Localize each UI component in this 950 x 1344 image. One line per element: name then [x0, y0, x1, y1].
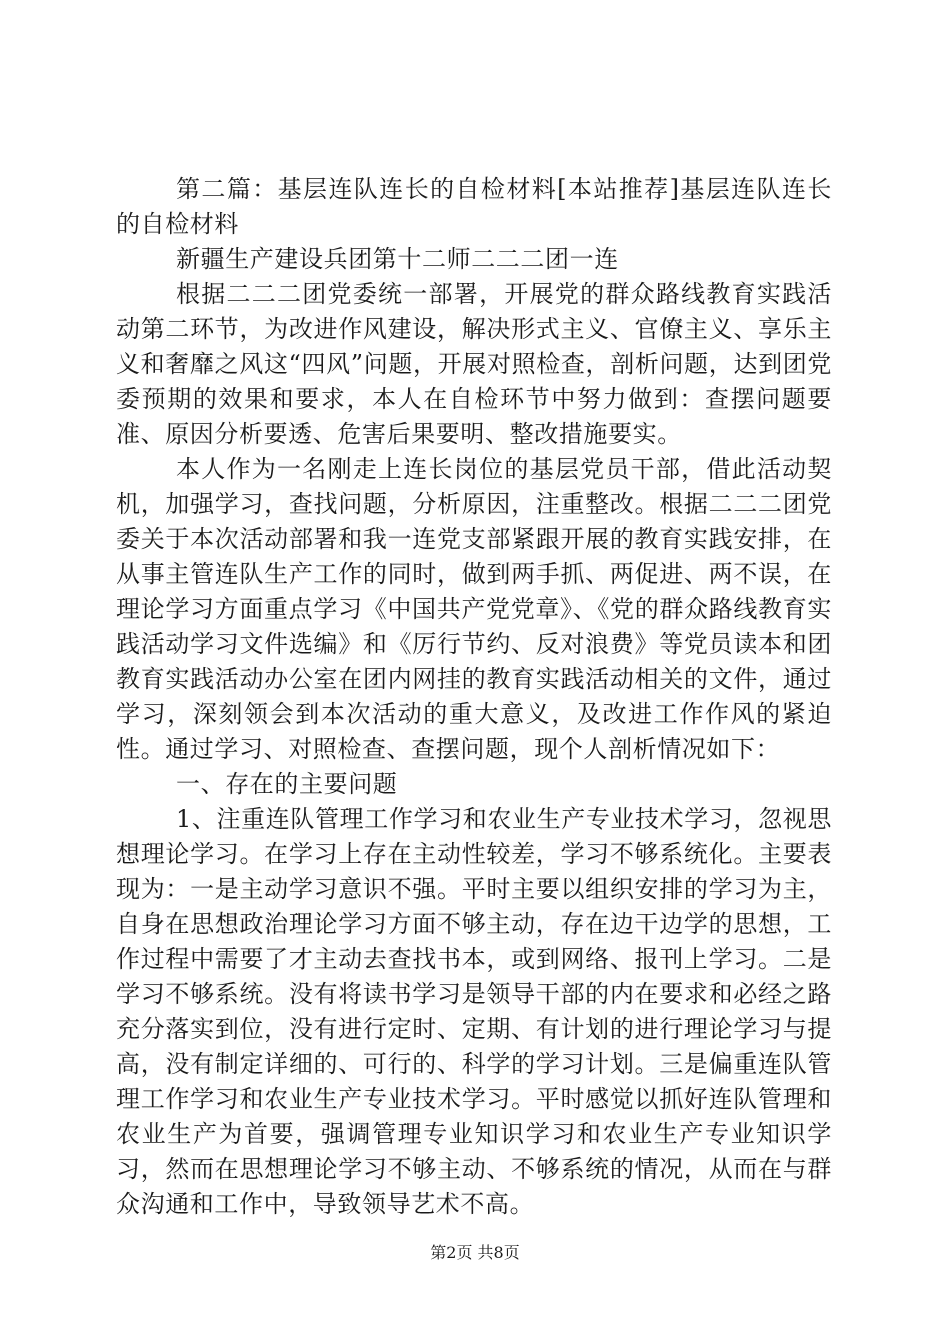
document-body — [116, 172, 832, 1222]
page-footer — [0, 1240, 950, 1263]
page-number: 第2页 共8页 — [430, 1243, 520, 1262]
paragraph-problem-1: 1、注重连队管理工作学习和农业生产专业技术学习，忽视思想理论学习。在学习上存在主动性较差，学习不够系统化。主要表现为：一是主动学习意识不强。平时主要以组织安排的学习为主，自身在思想政治理论学习方面不够主动，存在边干边学的思想，工作过程中需要了才主动去查找书本，或到网络、报刊上学习。二是学习不够系统。没有将读书学习是领导干部的内在要求和必经之路充分落实到位，没有进行定时、定期、有计划的进行理论学习与提高，没有制定详细的、可行的、科学的学习计划。三是偏重连队管理工作学习和农业生产专业技术学习。平时感觉以抓好连队管理和农业生产为首要，强调管理专业知识学习和农业生产专业知识学习，然而在思想理论学习不够主动、不够系统的情况，从而在与群众沟通和工作中，导致领导艺术不高。 — [116, 805, 832, 1218]
paragraph-self-analysis: 本人作为一名刚走上连长岗位的基层党员干部，借此活动契机，加强学习，查找问题，分析原因，注重整改。根据二二二团党委关于本次活动部署和我一连党支部紧跟开展的教育实践安排，在从事主管连队生产工作的同时，做到两手抓、两促进、两不误，在理论学习方面重点学习《中国共产党党章》、《党的群众路线教育实践活动学习文件选编》和《厉行节约、反对浪费》等党员读本和团教育实践活动办公室在团内网挂的教育实践活动相关的文件，通过学习，深刻领会到本次活动的重大意义，及改进工作作风的紧迫性。通过学习、对照检查、查摆问题，现个人剖析情况如下： — [116, 455, 832, 763]
document-title: 第二篇：基层连队连长的自检材料[本站推荐]基层连队连长的自检材料 — [116, 175, 832, 238]
section-heading: 一、存在的主要问题 — [176, 770, 398, 798]
unit-line: 新疆生产建设兵团第十二师二二二团一连 — [176, 245, 619, 273]
paragraph-intro: 根据二二二团党委统一部署，开展党的群众路线教育实践活动第二环节，为改进作风建设，解决形式主义、官僚主义、享乐主义和奢靡之风这“四风”问题，开展对照检查，剖析问题，达到团党委预期的效果和要求，本人在自检环节中努力做到：查摆问题要准、原因分析要透、危害后果要明、整改措施要实。 — [116, 280, 832, 448]
